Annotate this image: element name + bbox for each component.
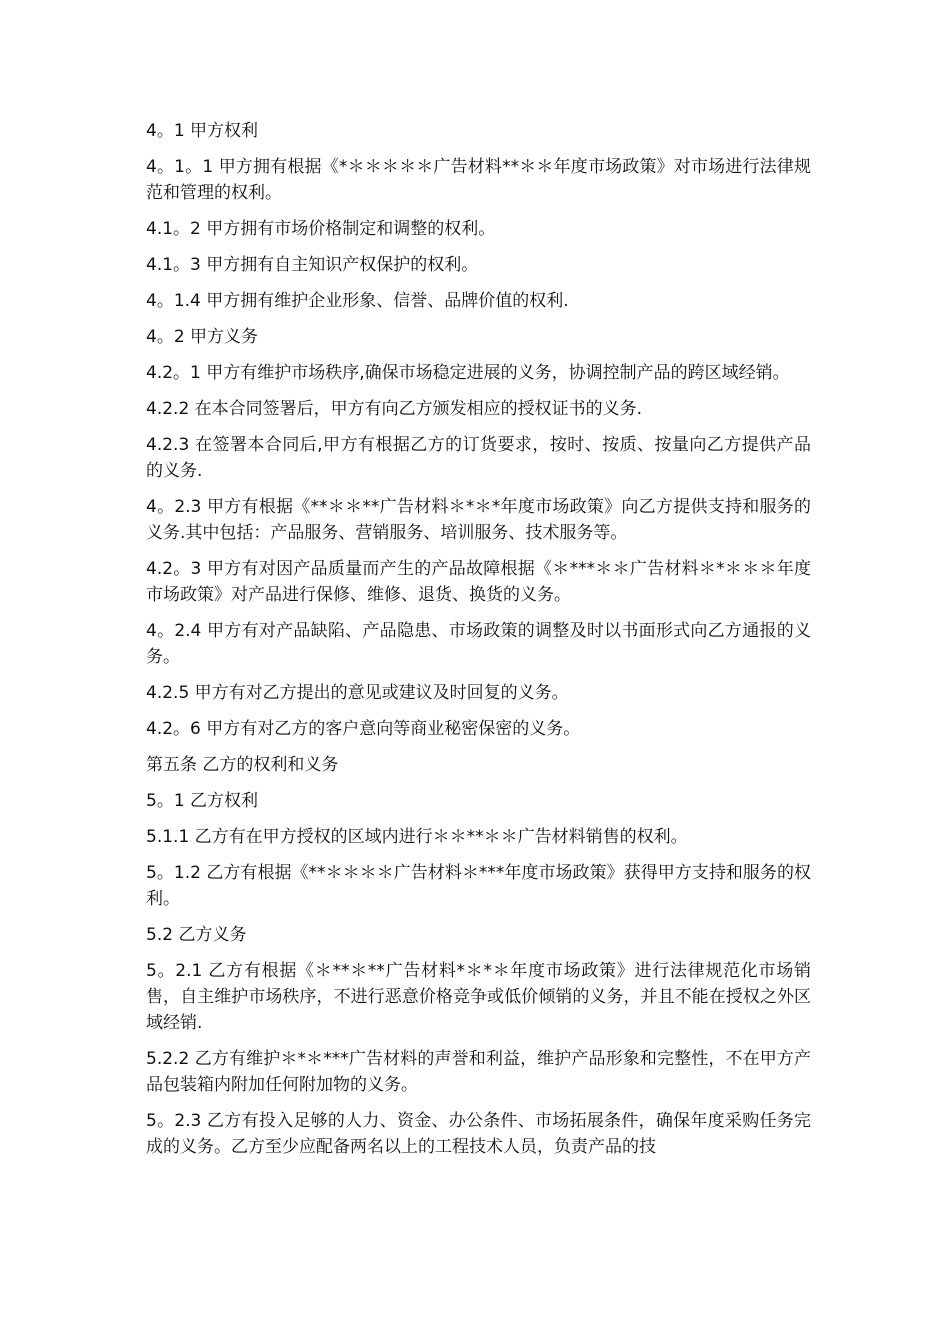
heading-4-2: 4。2 甲方义务 [146,327,259,347]
clause-5-1-1: 5.1.1 乙方有在甲方授权的区域内进行＊＊**＊＊广告材料销售的权利。 [146,827,688,847]
heading-5-1: 5。1 乙方权利 [146,791,259,811]
clause-4-2-4: 4。2.4 甲方有对产品缺陷、产品隐患、市场政策的调整及时以书面形式向乙方通报的义务。 [146,621,811,667]
clause-4-2-3c: 4.2。3 甲方有对因产品质量而产生的产品故障根据《＊***＊＊广告材料＊*＊＊＊年度市场政策》对产品进行保修、维修、退货、换货的义务。 [146,559,811,605]
clause-4-2-2: 4.2.2 在本合同签署后，甲方有向乙方颁发相应的授权证书的义务. [146,399,643,419]
document-page [146,118,811,1170]
clause-4-2-3a: 4.2.3 在签署本合同后,甲方有根据乙方的订货要求，按时、按质、按量向乙方提供产品的义务. [146,435,811,481]
article-5-heading: 第五条 乙方的权利和义务 [146,755,339,775]
heading-5-2: 5.2 乙方义务 [146,925,247,945]
heading-4-1: 4。1 甲方权利 [146,121,259,141]
clause-5-1-2: 5。1.2 乙方有根据《**＊＊＊＊广告材料＊***年度市场政策》获得甲方支持和服务的权利。 [146,863,811,909]
clause-4-1-2: 4.1。2 甲方拥有市场价格制定和调整的权利。 [146,219,496,239]
clause-4-1-1: 4。1。1 甲方拥有根据《*＊＊＊＊＊广告材料**＊＊年度市场政策》对市场进行法律规范和管理的权利。 [146,157,811,203]
clause-4-2-5: 4.2.5 甲方有对乙方提出的意见或建议及时回复的义务。 [146,683,569,703]
clause-4-2-3b: 4。2.3 甲方有根据《**＊＊**广告材料＊*＊*年度市场政策》向乙方提供支持和服务的义务.其中包括：产品服务、营销服务、培训服务、技术服务等。 [146,497,811,543]
clause-4-1-4: 4。1.4 甲方拥有维护企业形象、信誉、品牌价值的权利. [146,291,569,311]
clause-5-2-3: 5。2.3 乙方有投入足够的人力、资金、办公条件、市场拓展条件，确保年度采购任务完成的义务。乙方至少应配备两名以上的工程技术人员，负责产品的技 [146,1111,811,1157]
clause-5-2-1: 5。2.1 乙方有根据《＊**＊**广告材料*＊*＊年度市场政策》进行法律规范化市场销售，自主维护市场秩序，不进行恶意价格竞争或低价倾销的义务，并且不能在授权之外区域经销. [146,961,811,1033]
clause-4-1-3: 4.1。3 甲方拥有自主知识产权保护的权利。 [146,255,479,275]
clause-4-2-6: 4.2。6 甲方有对乙方的客户意向等商业秘密保密的义务。 [146,719,581,739]
clause-4-2-1: 4.2。1 甲方有维护市场秩序,确保市场稳定进展的义务，协调控制产品的跨区域经销。 [146,363,790,383]
clause-5-2-2: 5.2.2 乙方有维护＊*＊***广告材料的声誉和利益，维护产品形象和完整性，不在甲方产品包装箱内附加任何附加物的义务。 [146,1049,811,1095]
